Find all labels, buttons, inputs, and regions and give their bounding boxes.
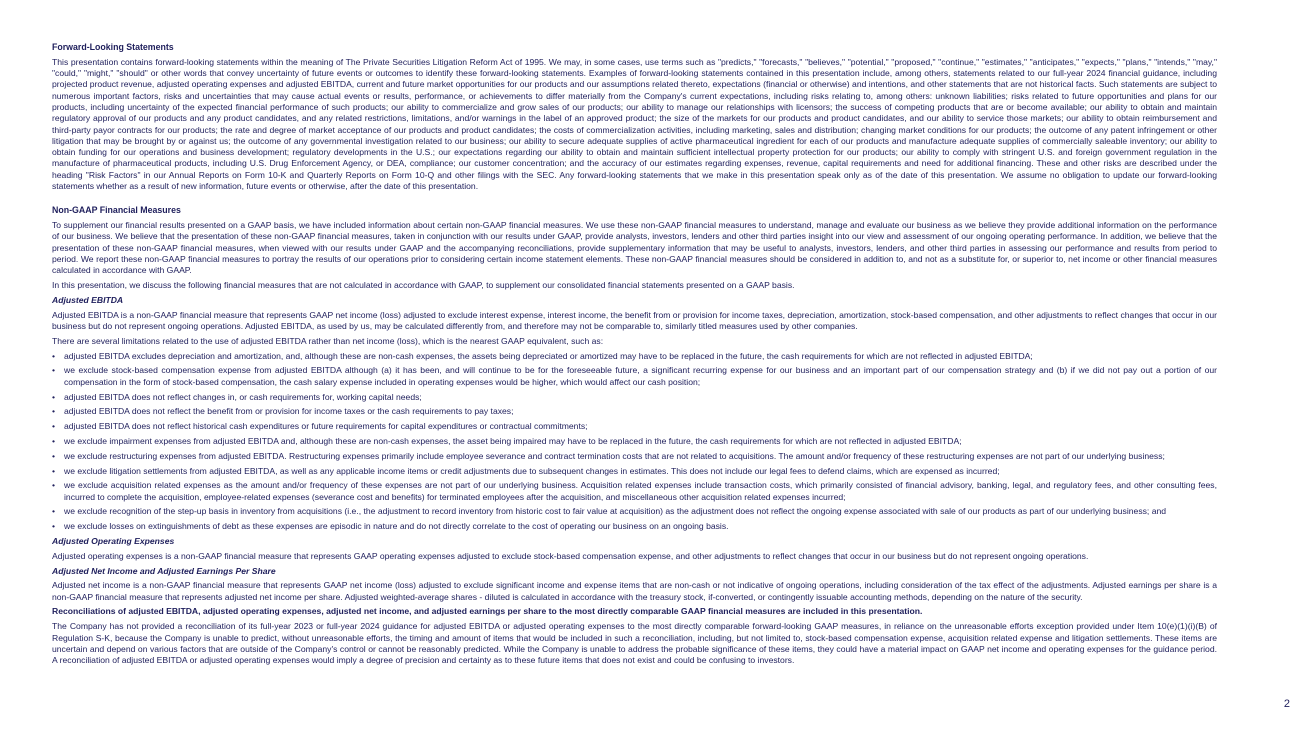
list-item: • we exclude losses on extinguishments of debt as these expenses are episodic in nature and do not directly correlate to the cost of operating our business on an ongoing basis.: [52, 521, 1217, 532]
list-item: • we exclude acquisition related expenses as the amount and/or frequency of these expenses are not part of our underlying business. Acquisition related expenses include transaction costs, which primarily consisted of financial advisory, banking, legal, and regulatory fees, and other consulting fees, incurred to complete the acquisition, employee-related expenses (severance cost and benefits) for terminated employees after the acquisition, and miscellaneous other acquisition related expenses incurred;: [52, 480, 1217, 503]
non-gaap-heading: Non-GAAP Financial Measures: [52, 205, 181, 216]
list-item: • we exclude stock-based compensation expense from adjusted EBITDA although (a) it has been, and will continue to be for the foreseeable future, a significant recurring expense for our business and an important part of our compensation strategy and (b) if we did not pay out a portion of our compensation in the form of stock-based compensation, the cash salary expense included in operating expenses would be higher, which would affect our cash position;: [52, 365, 1217, 388]
adjusted-ebitda-heading: Adjusted EBITDA: [52, 294, 124, 305]
list-item: • we exclude recognition of the step-up basis in inventory from acquisitions (i.e., the adjustment to record inventory from historic cost to fair value at acquisition) as the adjustment does not reflect the ongoing expense associated with sale of our products as part of our underlying business; and: [52, 506, 1217, 517]
limitations-list: [52, 351, 1217, 533]
adjusted-opex-definition: Adjusted operating expenses is a non-GAAP financial measure that represents GAAP operating expenses adjusted to exclude stock-based compensation expense, and other adjustments to reflect changes that occur in our business but do not represent ongoing operations.: [52, 550, 1089, 561]
list-item: • adjusted EBITDA does not reflect historical cash expenditures or future requirements for capital expenditures or contractual commitments;: [52, 421, 1217, 432]
list-item: • adjusted EBITDA does not reflect the benefit from or provision for income taxes or the cash requirements to pay taxes;: [52, 406, 1217, 417]
list-item: • adjusted EBITDA does not reflect changes in, or cash requirements for, working capital needs;: [52, 392, 1217, 403]
list-item: • we exclude restructuring expenses from adjusted EBITDA. Restructuring expenses primarily include employee severance and contract termination costs that are not related to acquisitions. The amount and/or frequency of these restructuring expenses are not part of our underlying business;: [52, 451, 1217, 462]
limitations-intro: There are several limitations related to the use of adjusted EBITDA rather than net income (loss), which is the nearest GAAP equivalent, such as:: [52, 335, 604, 346]
forward-looking-heading: Forward-Looking Statements: [52, 42, 174, 52]
non-gaap-discuss: In this presentation, we discuss the following financial measures that are not calculated in accordance with GAAP, to supplement our consolidated financial statements presented on a GAAP basis.: [52, 280, 795, 291]
reconciliation-body: The Company has not provided a reconciliation of its full-year 2023 or full-year 2024 guidance for adjusted EBITDA or adjusted operating expenses to the most directly comparable forward-looking GAAP measures, in reliance on the unreasonable efforts exception provided under Item 10(e)(1)(i)(B) of Regulation S-K, because the Company is unable to predict, without unreasonable efforts, the timing and amount of items that would be included in such a reconciliation, including, but not limited to, stock-based compensation expense, acquisition related expense and litigation settlements. These items are uncertain and depend on various factors that are outside of the Company's control or cannot be reasonably predicted. While the Company is unable to address the probable significance of these items, they could have a material impact on GAAP net income and operating expenses for the guidance period. A reconciliation of adjusted EBITDA or adjusted operating expenses would imply a degree of precision and certainty as to these future items that does not exist and could be confusing to investors.: [52, 621, 1217, 666]
reconciliation-heading: Reconciliations of adjusted EBITDA, adjusted operating expenses, adjusted net income, and adjusted earnings per share to the most directly comparable GAAP financial measures are included in this presentation.: [52, 606, 923, 617]
list-item: • we exclude litigation settlements from adjusted EBITDA, as well as any applicable income items or credit adjustments due to subsequent changes in estimates. This does not include our legal fees to defend claims, which are expensed as incurred;: [52, 466, 1217, 477]
slide-content: [52, 42, 1217, 670]
adjusted-net-income-heading: Adjusted Net Income and Adjusted Earnings Per Share: [52, 565, 276, 576]
non-gaap-intro: To supplement our financial results presented on a GAAP basis, we have included information about certain non-GAAP financial measures. We use these non-GAAP financial measures to understand, manage and evaluate our business as we believe they provide additional information on the performance of our business. We believe that the presentation of these non-GAAP financial measures, taken in conjunction with our results under GAAP, provide analysts, investors, lenders and other third parties insight into our view and assessment of our ongoing operating performance. In addition, we believe that the presentation of these non-GAAP financial measures, when viewed with our results under GAAP and the accompanying reconciliations, provide supplementary information that may be useful to analysts, investors, lenders, and other third parties in assessing our performance and results from period to period. We report these non-GAAP financial measures to portray the results of our operations prior to considering certain income statement elements. These non-GAAP financial measures should be considered in addition to, and not as a substitute for, or superior to, net income or other financial measures calculated in accordance with GAAP.: [52, 220, 1217, 276]
adjusted-opex-heading: Adjusted Operating Expenses: [52, 535, 175, 546]
page-number: 2: [1283, 698, 1290, 710]
adjusted-ebitda-definition: Adjusted EBITDA is a non-GAAP financial measure that represents GAAP net income (loss) adjusted to exclude interest expense, interest income, the benefit from or provision for income taxes, depreciation, amortization, stock-based compensation, and other adjustments to reflect changes that occur in our business but do not represent ongoing operations. Adjusted EBITDA, as used by us, may be calculated differently from, and therefore may not be comparable to, similarly titled measures used by other companies.: [52, 309, 1217, 332]
list-item: • adjusted EBITDA excludes depreciation and amortization, and, although these are non-cash expenses, the assets being depreciated or amortized may have to be replaced in the future, the cash requirements for which are not reflected in adjusted EBITDA;: [52, 351, 1217, 362]
list-item: • we exclude impairment expenses from adjusted EBITDA and, although these are non-cash expenses, the asset being impaired may have to be replaced in the future, the cash requirements for which are not reflected in adjusted EBITDA;: [52, 436, 1217, 447]
adjusted-net-income-definition: Adjusted net income is a non-GAAP financial measure that represents GAAP net income (loss) adjusted to exclude significant income and expense items that are non-cash or not indicative of ongoing operations, including consideration of the tax effect of the adjustments. Adjusted earnings per share is a non-GAAP financial measure that represents adjusted net income per share. Adjusted weighted-average shares - diluted is calculated in accordance with the treasury stock, if-converted, or contingently issuable accounting methods, depending on the nature of the security.: [52, 580, 1217, 602]
forward-looking-body: This presentation contains forward-looking statements within the meaning of The Private Securities Litigation Reform Act of 1995. We may, in some cases, use terms such as "predicts," "forecasts," "believes," "potential," "proposed," "continue," "estimates," "anticipates," "expects," "plans," "intends," "may," "could," "might," "should" or other words that convey uncertainty of future events or outcomes to identify these forward-looking statements. Examples of forward-looking statements contained in this presentation include, among others, statements related to our full-year 2024 financial guidance, including projected product revenue, adjusted operating expenses and adjusted EBITDA, current and future market opportunities for our products and our assumptions related thereto, expectations (financial or otherwise) and intentions, and other statements that are not historical facts. Such statements are subject to numerous important factors, risks and uncertainties that may cause actual events or results, performance, or achievements to differ materially from the Company's current expectations, including risks relating to, among others: unknown liabilities; risks related to future opportunities and plans for our products, including uncertainty of the expected financial performance of such products; our ability to commercialize and grow sales of our products; our ability to manage our relationships with licensors; the success of competing products that are or become available; our ability to obtain and maintain regulatory approval of our products and any product candidates, and any related restrictions, limitations, and/or warnings in the label of an approved product; the size of the markets for our products and product candidates, and our ability to service those markets; our ability to obtain reimbursement and third-party payor contracts for our products; the rate and degree of market acceptance of our products and product candidates; the costs of commercialization activities, including marketing, sales and distribution; changing market conditions for our products; the outcome of any patent infringement or other litigation that may be brought by or against us; the outcome of any governmental investigation related to our business; our ability to secure adequate supplies of active pharmaceutical ingredient for each of our products and manufacture adequate supplies of commercially saleable inventory; our ability to obtain funding for our operations and business development; regulatory developments in the U.S.; our expectations regarding our ability to obtain and maintain sufficient intellectual property protection for our products; our ability to comply with stringent U.S. and foreign government regulation in the manufacture of pharmaceutical products, including U.S. Drug Enforcement Agency, or DEA, compliance; our customer concentration; and the accuracy of our estimates regarding expenses, revenue, capital requirements and need for additional financing. These and other risks are described under the heading "Risk Factors" in our Annual Reports on Form 10-K and Quarterly Reports on Form 10-Q and other filings with the SEC. Any forward-looking statements that we make in this presentation speak only as of the date of this presentation. We assume no obligation to update our forward-looking statements whether as a result of new information, future events or otherwise, after the date of this presentation.: [52, 56, 1217, 192]
